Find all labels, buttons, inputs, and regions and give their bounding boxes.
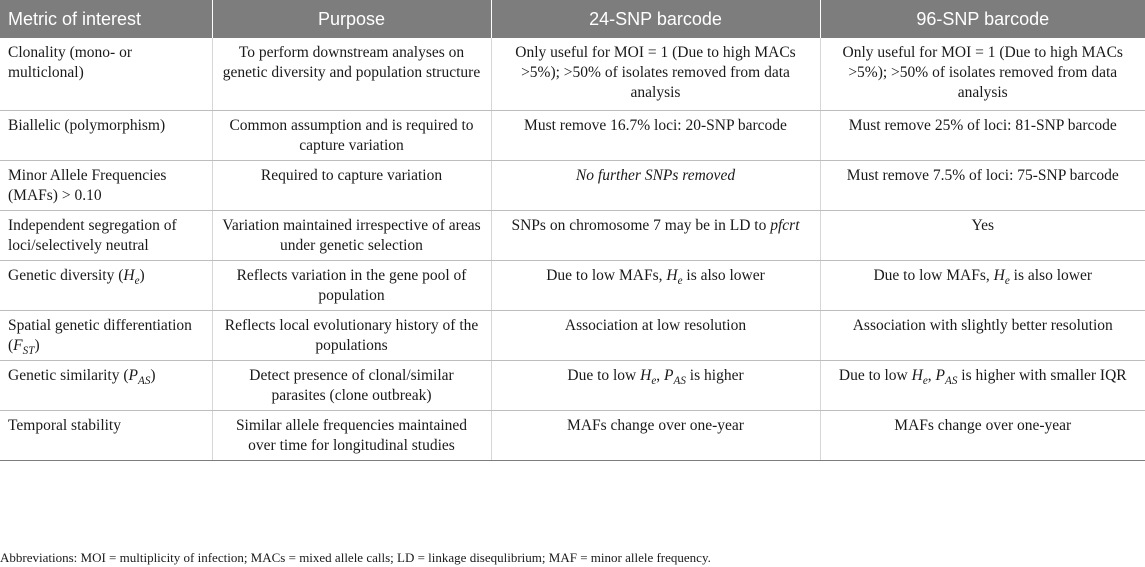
metric-cell: Biallelic (polymorphism): [0, 110, 212, 160]
snp24-cell: [491, 360, 820, 410]
metric-cell: [0, 310, 212, 360]
metric-text: Spatial genetic differentiation (: [8, 316, 192, 354]
snp24-text: SNPs on chromosome 7 may be in LD to: [511, 216, 771, 234]
subscript: e: [677, 274, 683, 287]
subscript: e: [651, 374, 657, 387]
table-row: [0, 210, 1145, 260]
metric-cell: Temporal stability: [0, 410, 212, 460]
purpose-cell: Similar allele frequencies maintained over time for longitudinal studies: [212, 410, 491, 460]
subscript: ST: [22, 344, 35, 357]
purpose-cell: Required to capture variation: [212, 160, 491, 210]
cell-text: is higher with smaller IQR: [957, 366, 1127, 384]
snp24-cell: Association at low resolution: [491, 310, 820, 360]
symbol: P: [128, 366, 138, 384]
snp24-cell: No further SNPs removed: [491, 160, 820, 210]
snp24-cell: Only useful for MOI = 1 (Due to high MACs >5%); >50% of isolates removed from data analysis: [491, 38, 820, 110]
metric-cell: Minor Allele Frequencies (MAFs) > 0.10: [0, 160, 212, 210]
subscript: AS: [138, 374, 151, 387]
symbol: H: [666, 266, 678, 284]
header-96-snp: 96-SNP barcode: [820, 0, 1145, 38]
table-row: [0, 110, 1145, 160]
cell-text: Due to low MAFs,: [546, 266, 667, 284]
subscript: e: [134, 274, 140, 287]
metric-text: ): [139, 266, 145, 284]
symbol: H: [640, 366, 652, 384]
table-row: [0, 160, 1145, 210]
table-row: [0, 410, 1145, 460]
purpose-cell: Variation maintained irrespective of areas under genetic selection: [212, 210, 491, 260]
subscript: e: [1004, 274, 1010, 287]
metric-cell: Clonality (mono- or multiclonal): [0, 38, 212, 110]
header-24-snp: 24-SNP barcode: [491, 0, 820, 38]
purpose-cell: Detect presence of clonal/similar parasites (clone outbreak): [212, 360, 491, 410]
header-metric: Metric of interest: [8, 8, 142, 29]
snp96-cell: Must remove 7.5% of loci: 75-SNP barcode: [820, 160, 1145, 210]
cell-text: Due to low MAFs,: [873, 266, 994, 284]
symbol: H: [123, 266, 135, 284]
cell-text: is higher: [685, 366, 744, 384]
metric-text: Genetic diversity (: [8, 266, 124, 284]
purpose-cell: Common assumption and is required to capture variation: [212, 110, 491, 160]
table-row: [0, 360, 1145, 410]
table-header-row: [0, 0, 1145, 38]
snp24-cell: [491, 210, 820, 260]
symbol: F: [13, 336, 23, 354]
symbol: H: [993, 266, 1005, 284]
header-purpose: Purpose: [212, 0, 491, 38]
cell-text: Due to low: [838, 366, 912, 384]
subscript: AS: [945, 374, 958, 387]
symbol: H: [911, 366, 923, 384]
snp96-cell: [820, 260, 1145, 310]
cell-text: ,: [656, 366, 665, 384]
purpose-cell: To perform downstream analyses on genetic diversity and population structure: [212, 38, 491, 110]
purpose-cell: Reflects variation in the gene pool of population: [212, 260, 491, 310]
snp96-cell: MAFs change over one-year: [820, 410, 1145, 460]
cell-text: Due to low: [567, 366, 641, 384]
snp24-cell: MAFs change over one-year: [491, 410, 820, 460]
metric-cell: Independent segregation of loci/selectively neutral: [0, 210, 212, 260]
cell-text: is also lower: [1009, 266, 1093, 284]
snp96-cell: Yes: [820, 210, 1145, 260]
snp24-cell: Must remove 16.7% loci: 20-SNP barcode: [491, 110, 820, 160]
cell-text: ,: [927, 366, 936, 384]
metric-cell: [0, 360, 212, 410]
table-row: [0, 260, 1145, 310]
metric-text: ): [34, 336, 40, 354]
table-row: [0, 310, 1145, 360]
purpose-cell: Reflects local evolutionary history of the populations: [212, 310, 491, 360]
metric-cell: [0, 260, 212, 310]
metric-text: Genetic similarity (: [8, 366, 129, 384]
snp96-cell: Must remove 25% of loci: 81-SNP barcode: [820, 110, 1145, 160]
snp96-cell: [820, 360, 1145, 410]
snp96-cell: Association with slightly better resolution: [820, 310, 1145, 360]
snp24-cell: [491, 260, 820, 310]
subscript: e: [922, 374, 928, 387]
snp96-cell: Only useful for MOI = 1 (Due to high MACs >5%); >50% of isolates removed from data analysis: [820, 38, 1145, 110]
symbol: P: [935, 366, 946, 384]
table-footnote: Abbreviations: MOI = multiplicity of infection; MACs = mixed allele calls; LD = linkage disequlibrium; MAF = minor allele frequency.: [0, 550, 711, 565]
metric-text: ): [150, 366, 156, 384]
gene-name: pfcrt: [770, 216, 800, 234]
table-row: [0, 38, 1145, 110]
cell-text: is also lower: [682, 266, 765, 284]
subscript: AS: [673, 374, 686, 387]
symbol: P: [664, 366, 674, 384]
